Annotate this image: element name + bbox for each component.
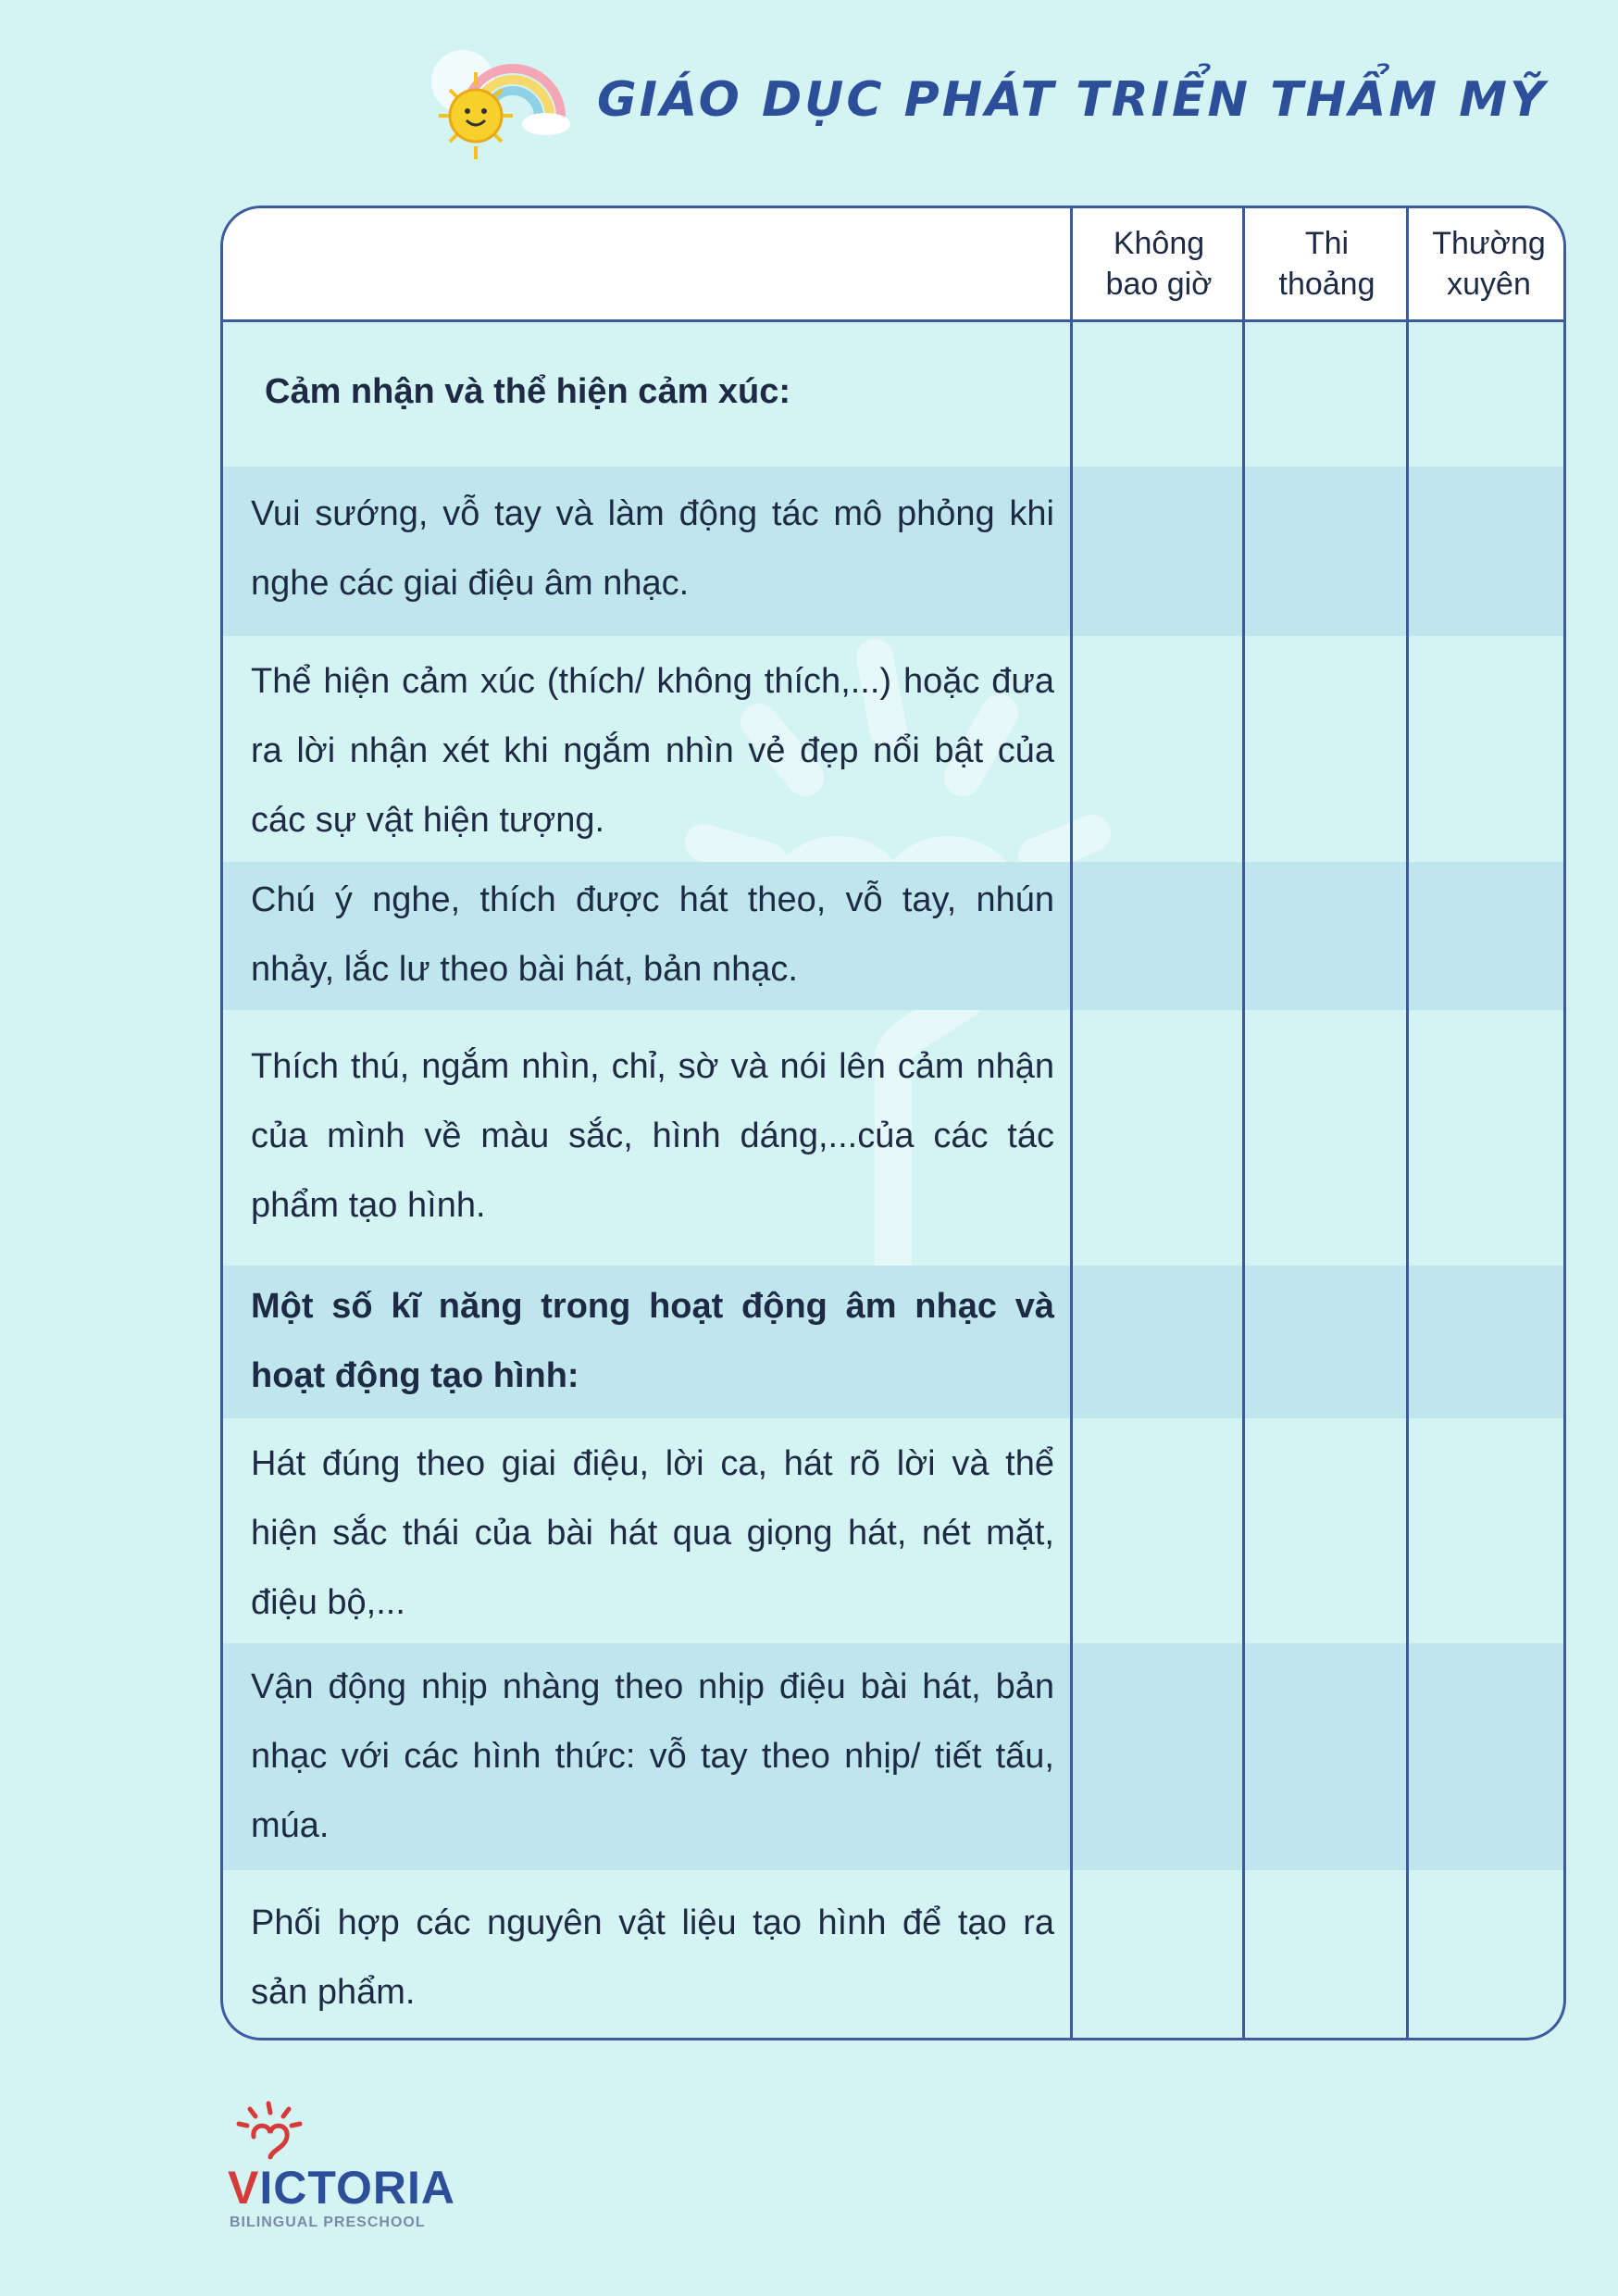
table-row xyxy=(223,1643,1563,1870)
table-row xyxy=(223,1010,1563,1266)
page-title: GIÁO DỤC PHÁT TRIỂN THẨM MỸ xyxy=(597,72,1548,128)
column-divider xyxy=(1406,208,1409,2038)
table-row-section-heading xyxy=(223,322,1563,467)
row-text: Phối hợp các nguyên vật liệu tạo hình để tạo ra sản phẩm. xyxy=(251,1903,1054,2012)
victoria-logo xyxy=(222,2100,463,2229)
table-row-section-heading xyxy=(223,1266,1563,1418)
column-header-line: xuyên xyxy=(1447,267,1531,302)
page-header xyxy=(407,37,1548,167)
table-row xyxy=(223,636,1563,862)
table-row xyxy=(223,467,1563,636)
column-header-often xyxy=(1409,208,1566,319)
table-row xyxy=(223,862,1563,1010)
column-header-line: thoảng xyxy=(1278,267,1375,302)
logo-name xyxy=(228,2161,455,2215)
column-header-never xyxy=(1073,208,1245,319)
row-text: Vận động nhịp nhàng theo nhịp điệu bài hát, bản nhạc với các hình thức: vỗ tay theo nhịp/ tiết tấu, múa. xyxy=(251,1667,1054,1845)
assessment-table xyxy=(220,206,1566,2040)
logo-subtitle: BILINGUAL PRESCHOOL xyxy=(230,2215,426,2230)
column-header-line: bao giờ xyxy=(1105,267,1213,302)
row-text: Thể hiện cảm xúc (thích/ không thích,...) hoặc đưa ra lời nhận xét khi ngắm nhìn vẻ đẹp nổi bật của các sự vật hiện tượng. xyxy=(251,662,1054,840)
row-text: Cảm nhận và thể hiện cảm xúc: xyxy=(265,372,791,411)
table-header xyxy=(223,208,1563,322)
row-text: Hát đúng theo giai điệu, lời ca, hát rõ lời và thể hiện sắc thái của bài hát qua giọng hát, nét mặt, điệu bộ,... xyxy=(251,1444,1054,1622)
row-text: Một số kĩ năng trong hoạt động âm nhạc và hoạt động tạo hình: xyxy=(251,1287,1054,1395)
logo-name-v: V xyxy=(228,2162,260,2214)
table-row xyxy=(223,1870,1563,2040)
sun-rainbow-icon xyxy=(407,37,592,167)
column-header-line: Thường xyxy=(1432,226,1546,261)
row-text: Chú ý nghe, thích được hát theo, vỗ tay, nhún nhảy, lắc lư theo bài hát, bản nhạc. xyxy=(251,880,1054,989)
column-divider xyxy=(1070,208,1073,2038)
row-text: Vui sướng, vỗ tay và làm động tác mô phỏng khi nghe các giai điệu âm nhạc. xyxy=(251,494,1054,603)
row-text: Thích thú, ngắm nhìn, chỉ, sờ và nói lên cảm nhận của mình về màu sắc, hình dáng,...của các tác phẩm tạo hình. xyxy=(251,1047,1054,1225)
column-header-line: Thi xyxy=(1304,226,1350,261)
logo-name-rest: ICTORIA xyxy=(259,2162,455,2214)
column-divider xyxy=(1242,208,1245,2038)
column-header-sometimes xyxy=(1245,208,1409,319)
column-header-line: Không xyxy=(1113,226,1205,261)
table-row xyxy=(223,1418,1563,1643)
